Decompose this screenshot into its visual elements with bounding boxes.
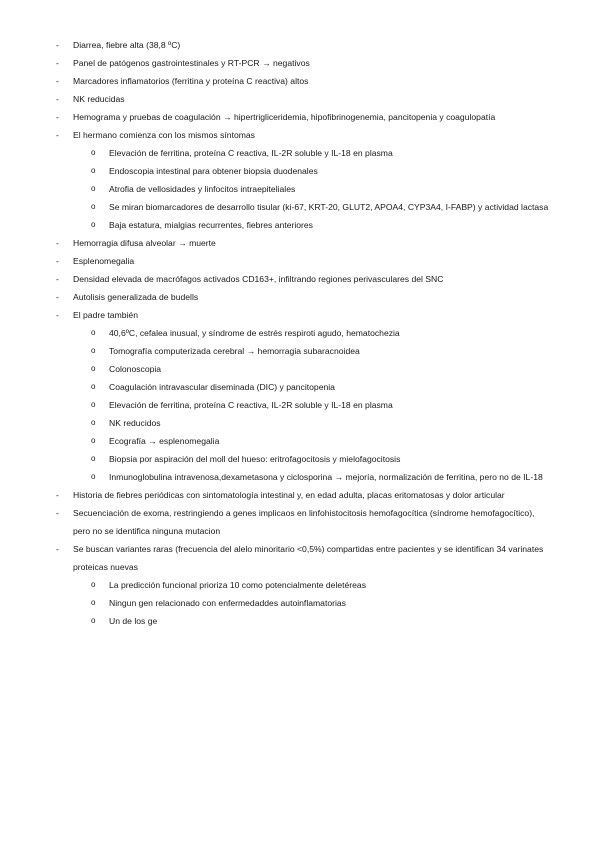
dash-bullet: - <box>56 130 59 140</box>
list-item-text: Elevación de ferritina, proteína C reactiva, IL-2R soluble y IL-18 en plasma <box>109 400 393 410</box>
list-item-text: Endoscopia intestinal para obtener biopsia duodenales <box>109 166 318 176</box>
sub-list-item <box>0 450 600 468</box>
list-item-text: Se buscan variantes raras (frecuencia del alelo minoritario <0,5%) compartidas entre pacientes y se identifican 34 varinates proteicas nuevas <box>73 544 544 572</box>
list-item-text: Hemorragia difusa alveolar → muerte <box>73 238 216 248</box>
list-item-text: Colonoscopia <box>109 364 162 374</box>
list-item <box>0 90 600 108</box>
sub-list-item <box>0 378 600 396</box>
sub-list-item <box>0 612 600 630</box>
list-item <box>0 288 600 306</box>
circle-bullet: o <box>91 148 96 157</box>
list-item-text: Ningun gen relacionado con enfermedaddes autoinflamatorias <box>109 598 346 608</box>
sub-list-item <box>0 216 600 234</box>
list-item-text: Ecografía → esplenomegalia <box>109 436 220 446</box>
dash-bullet: - <box>56 310 59 320</box>
dash-bullet: - <box>56 58 59 68</box>
list-item <box>0 108 600 126</box>
list-item-text: Biopsia por aspiración del moll del hueso: eritrofagocitosis y mielofagocitosis <box>109 454 401 464</box>
list-item <box>0 306 600 324</box>
list-item-text: El hermano comienza con los mismos síntomas <box>73 130 255 140</box>
list-item <box>0 234 600 252</box>
list-item-text: Densidad elevada de macrófagos activados CD163+, infiltrando regiones perivasculares del SNC <box>73 274 444 284</box>
list-item <box>0 540 600 576</box>
sub-list-item <box>0 180 600 198</box>
list-item-text: 40,6ºC, cefalea inusual, y síndrome de estrés respiroti agudo, hematochezia <box>109 328 400 338</box>
list-item-text: Baja estatura, mialgias recurrentes, fiebres anteriores <box>109 220 313 230</box>
dash-bullet: - <box>56 94 59 104</box>
dash-bullet: - <box>56 112 59 122</box>
list-item <box>0 126 600 144</box>
sub-list-item <box>0 198 600 216</box>
sub-list-item <box>0 576 600 594</box>
list-item-text: Secuenciación de exoma, restringiendo a genes implicaos en linfohistocitosis hemofagocítica (síndrome hemofagocítico), pero no se identifica ninguna mutacion <box>73 508 535 536</box>
sub-list-item <box>0 396 600 414</box>
circle-bullet: o <box>91 418 96 427</box>
list-item <box>0 486 600 504</box>
circle-bullet: o <box>91 328 96 337</box>
sub-list-item <box>0 432 600 450</box>
list-item-text: Hemograma y pruebas de coagulación → hipertrigliceridemia, hipofibrinogenemia, pancitopenia y coagulopatía <box>73 112 496 122</box>
dash-bullet: - <box>56 490 59 500</box>
dash-bullet: - <box>56 238 59 248</box>
list-item-text: Marcadores inflamatorios (ferritina y proteína C reactiva) altos <box>73 76 309 86</box>
list-item-text: Atrofia de vellosidades y linfocitos intraepiteliales <box>109 184 296 194</box>
dash-bullet: - <box>56 274 59 284</box>
dash-bullet: - <box>56 544 59 554</box>
list-item-text: Elevación de ferritina, proteína C reactiva, IL-2R soluble y IL-18 en plasma <box>109 148 393 158</box>
list-item <box>0 504 600 540</box>
list-item-text: Historia de fiebres periódicas con sintomatología intestinal y, en edad adulta, placas eritomatosas y dolor articular <box>73 490 505 500</box>
list-item-text: Coagulación intravascular diseminada (DIC) y pancitopenia <box>109 382 335 392</box>
circle-bullet: o <box>91 364 96 373</box>
circle-bullet: o <box>91 472 96 481</box>
dash-bullet: - <box>56 76 59 86</box>
list-item <box>0 270 600 288</box>
list-item-text: Un de los ge <box>109 616 158 626</box>
circle-bullet: o <box>91 616 96 625</box>
list-item-text: La predicción funcional prioriza 10 como potencialmente deletéreas <box>109 580 367 590</box>
list-item-text: Autolisis generalizada de budells <box>73 292 199 302</box>
list-item-text: Se miran biomarcadores de desarrollo tisular (ki-67, KRT-20, GLUT2, APOA4, CYP3A4, I-FABP) y actividad lactasa <box>109 202 549 212</box>
sub-list-item <box>0 144 600 162</box>
circle-bullet: o <box>91 184 96 193</box>
circle-bullet: o <box>91 436 96 445</box>
list-item-text: Diarrea, fiebre alta (38,8 ºC) <box>73 40 181 50</box>
circle-bullet: o <box>91 346 96 355</box>
list-item-text: El padre también <box>73 310 138 320</box>
sub-list-item <box>0 360 600 378</box>
circle-bullet: o <box>91 598 96 607</box>
circle-bullet: o <box>91 580 96 589</box>
circle-bullet: o <box>91 202 96 211</box>
circle-bullet: o <box>91 400 96 409</box>
list-item <box>0 252 600 270</box>
list-item-text: Inmunoglobulina intravenosa,dexametasona y ciclosporina → mejoría, normalización de ferritina, pero no de IL-18 <box>109 472 543 482</box>
sub-list-item <box>0 594 600 612</box>
dash-bullet: - <box>56 256 59 266</box>
sub-list-item <box>0 324 600 342</box>
list-item-text: Tomografía computerizada cerebral → hemorragia subaracnoidea <box>109 346 360 356</box>
list-item-text: NK reducidos <box>109 418 161 428</box>
list-item <box>0 54 600 72</box>
list-item-text: Esplenomegalia <box>73 256 135 266</box>
circle-bullet: o <box>91 166 96 175</box>
dash-bullet: - <box>56 40 59 50</box>
bullet-list <box>0 36 600 630</box>
dash-bullet: - <box>56 292 59 302</box>
sub-list-item <box>0 162 600 180</box>
sub-list-item <box>0 414 600 432</box>
dash-bullet: - <box>56 508 59 518</box>
sub-list-item <box>0 468 600 486</box>
list-item <box>0 36 600 54</box>
list-item-text: Panel de patógenos gastrointestinales y RT-PCR → negativos <box>73 58 310 68</box>
sub-list-item <box>0 342 600 360</box>
circle-bullet: o <box>91 454 96 463</box>
circle-bullet: o <box>91 382 96 391</box>
circle-bullet: o <box>91 220 96 229</box>
list-item-text: NK reducidas <box>73 94 125 104</box>
list-item <box>0 72 600 90</box>
